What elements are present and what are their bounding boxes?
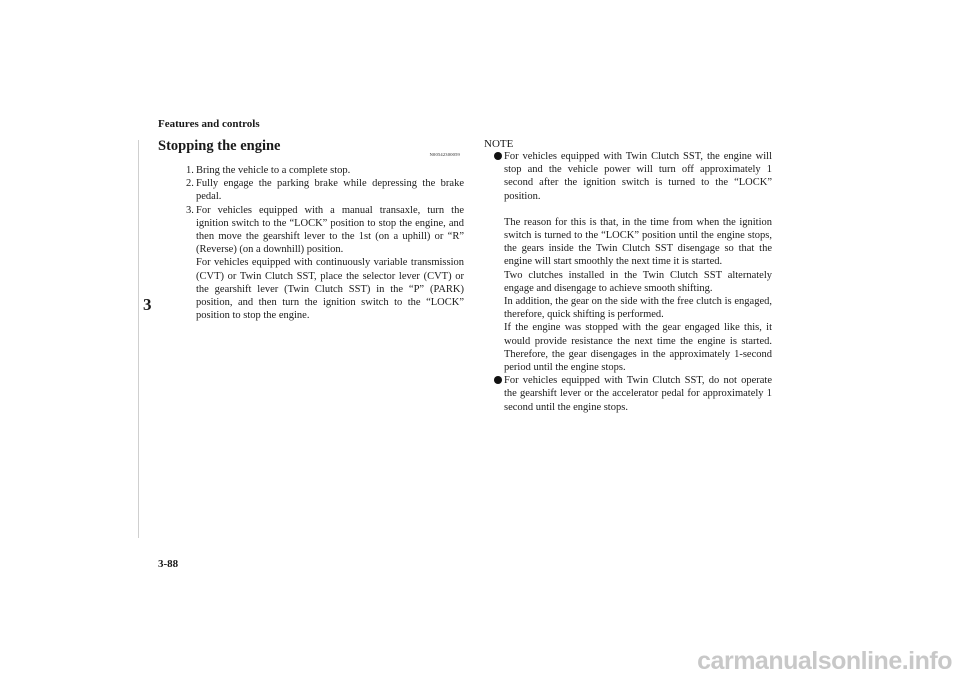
note-bullet (482, 374, 772, 414)
note-paragraph: For vehicles equipped with Twin Clutch SST, do not operate the gearshift lever or the accelerator pedal for approximately 1 second until the engine stops. (504, 375, 772, 413)
page-number: 3-88 (158, 558, 179, 570)
section-title: Features and controls (158, 118, 260, 130)
step-text: Bring the vehicle to a complete stop. (196, 165, 351, 176)
bullet-dot-icon (494, 152, 502, 160)
chapter-tab (0, 140, 139, 538)
main-column (158, 138, 464, 322)
step-text: Fully engage the parking brake while depressing the brake pedal. (196, 178, 464, 203)
bullet-dot-icon (494, 376, 502, 384)
note-paragraph: Two clutches installed in the Twin Clutch SST alternately engage and disengage to achieve smooth shifting. (504, 269, 772, 294)
step-text: For vehicles equipped with a manual transaxle, turn the ignition switch to the “LOCK” position to stop the engine, and then move the gearshift lever to the 1st (on a uphill) or “R” (Reverse) (on a downhill) position. (196, 204, 464, 256)
note-paragraph: The reason for this is that, in the time from when the ignition switch is turned to the “LOCK” position until the engine stops, the gears inside the Twin Clutch SST disengage so that the engine will start smoothly the next time it is started. (504, 216, 772, 268)
step-subtext: For vehicles equipped with continuously variable transmission (CVT) or Twin Clutch SST, place the selector lever (CVT) or the gearshift lever (Twin Clutch SST) in the “P” (PARK) position, and then turn the ignition switch to the “LOCK” position to stop the engine. (196, 257, 464, 322)
step-number: 3. (186, 204, 194, 216)
step-number: 2. (186, 178, 194, 190)
watermark-logo: carmanualsonline.info (697, 647, 952, 675)
note-paragraph: In addition, the gear on the side with the free clutch is engaged, therefore, quick shifting is performed. (504, 296, 772, 321)
reference-code: N00542300059 (429, 152, 460, 157)
note-label: NOTE (484, 138, 514, 150)
step-item (158, 177, 464, 203)
note-paragraph: For vehicles equipped with Twin Clutch SST, the engine will stop and the vehicle power will turn off approximately 1 second after the ignition switch is turned to the “LOCK” position. (504, 151, 772, 202)
chapter-number: 3 (143, 295, 152, 314)
step-number: 1. (186, 165, 194, 176)
note-bullets (482, 150, 772, 414)
note-column (482, 138, 772, 414)
step-item (158, 204, 464, 323)
heading-row (158, 138, 464, 160)
page-heading: Stopping the engine (158, 138, 281, 154)
step-item (158, 164, 464, 177)
note-bullet (482, 150, 772, 374)
steps-list (158, 164, 464, 322)
note-paragraph: If the engine was stopped with the gear engaged like this, it would provide resistance the next time the engine is started. Therefore, the gear disengages in the approximately 1-second period until the engine stops. (504, 322, 772, 374)
